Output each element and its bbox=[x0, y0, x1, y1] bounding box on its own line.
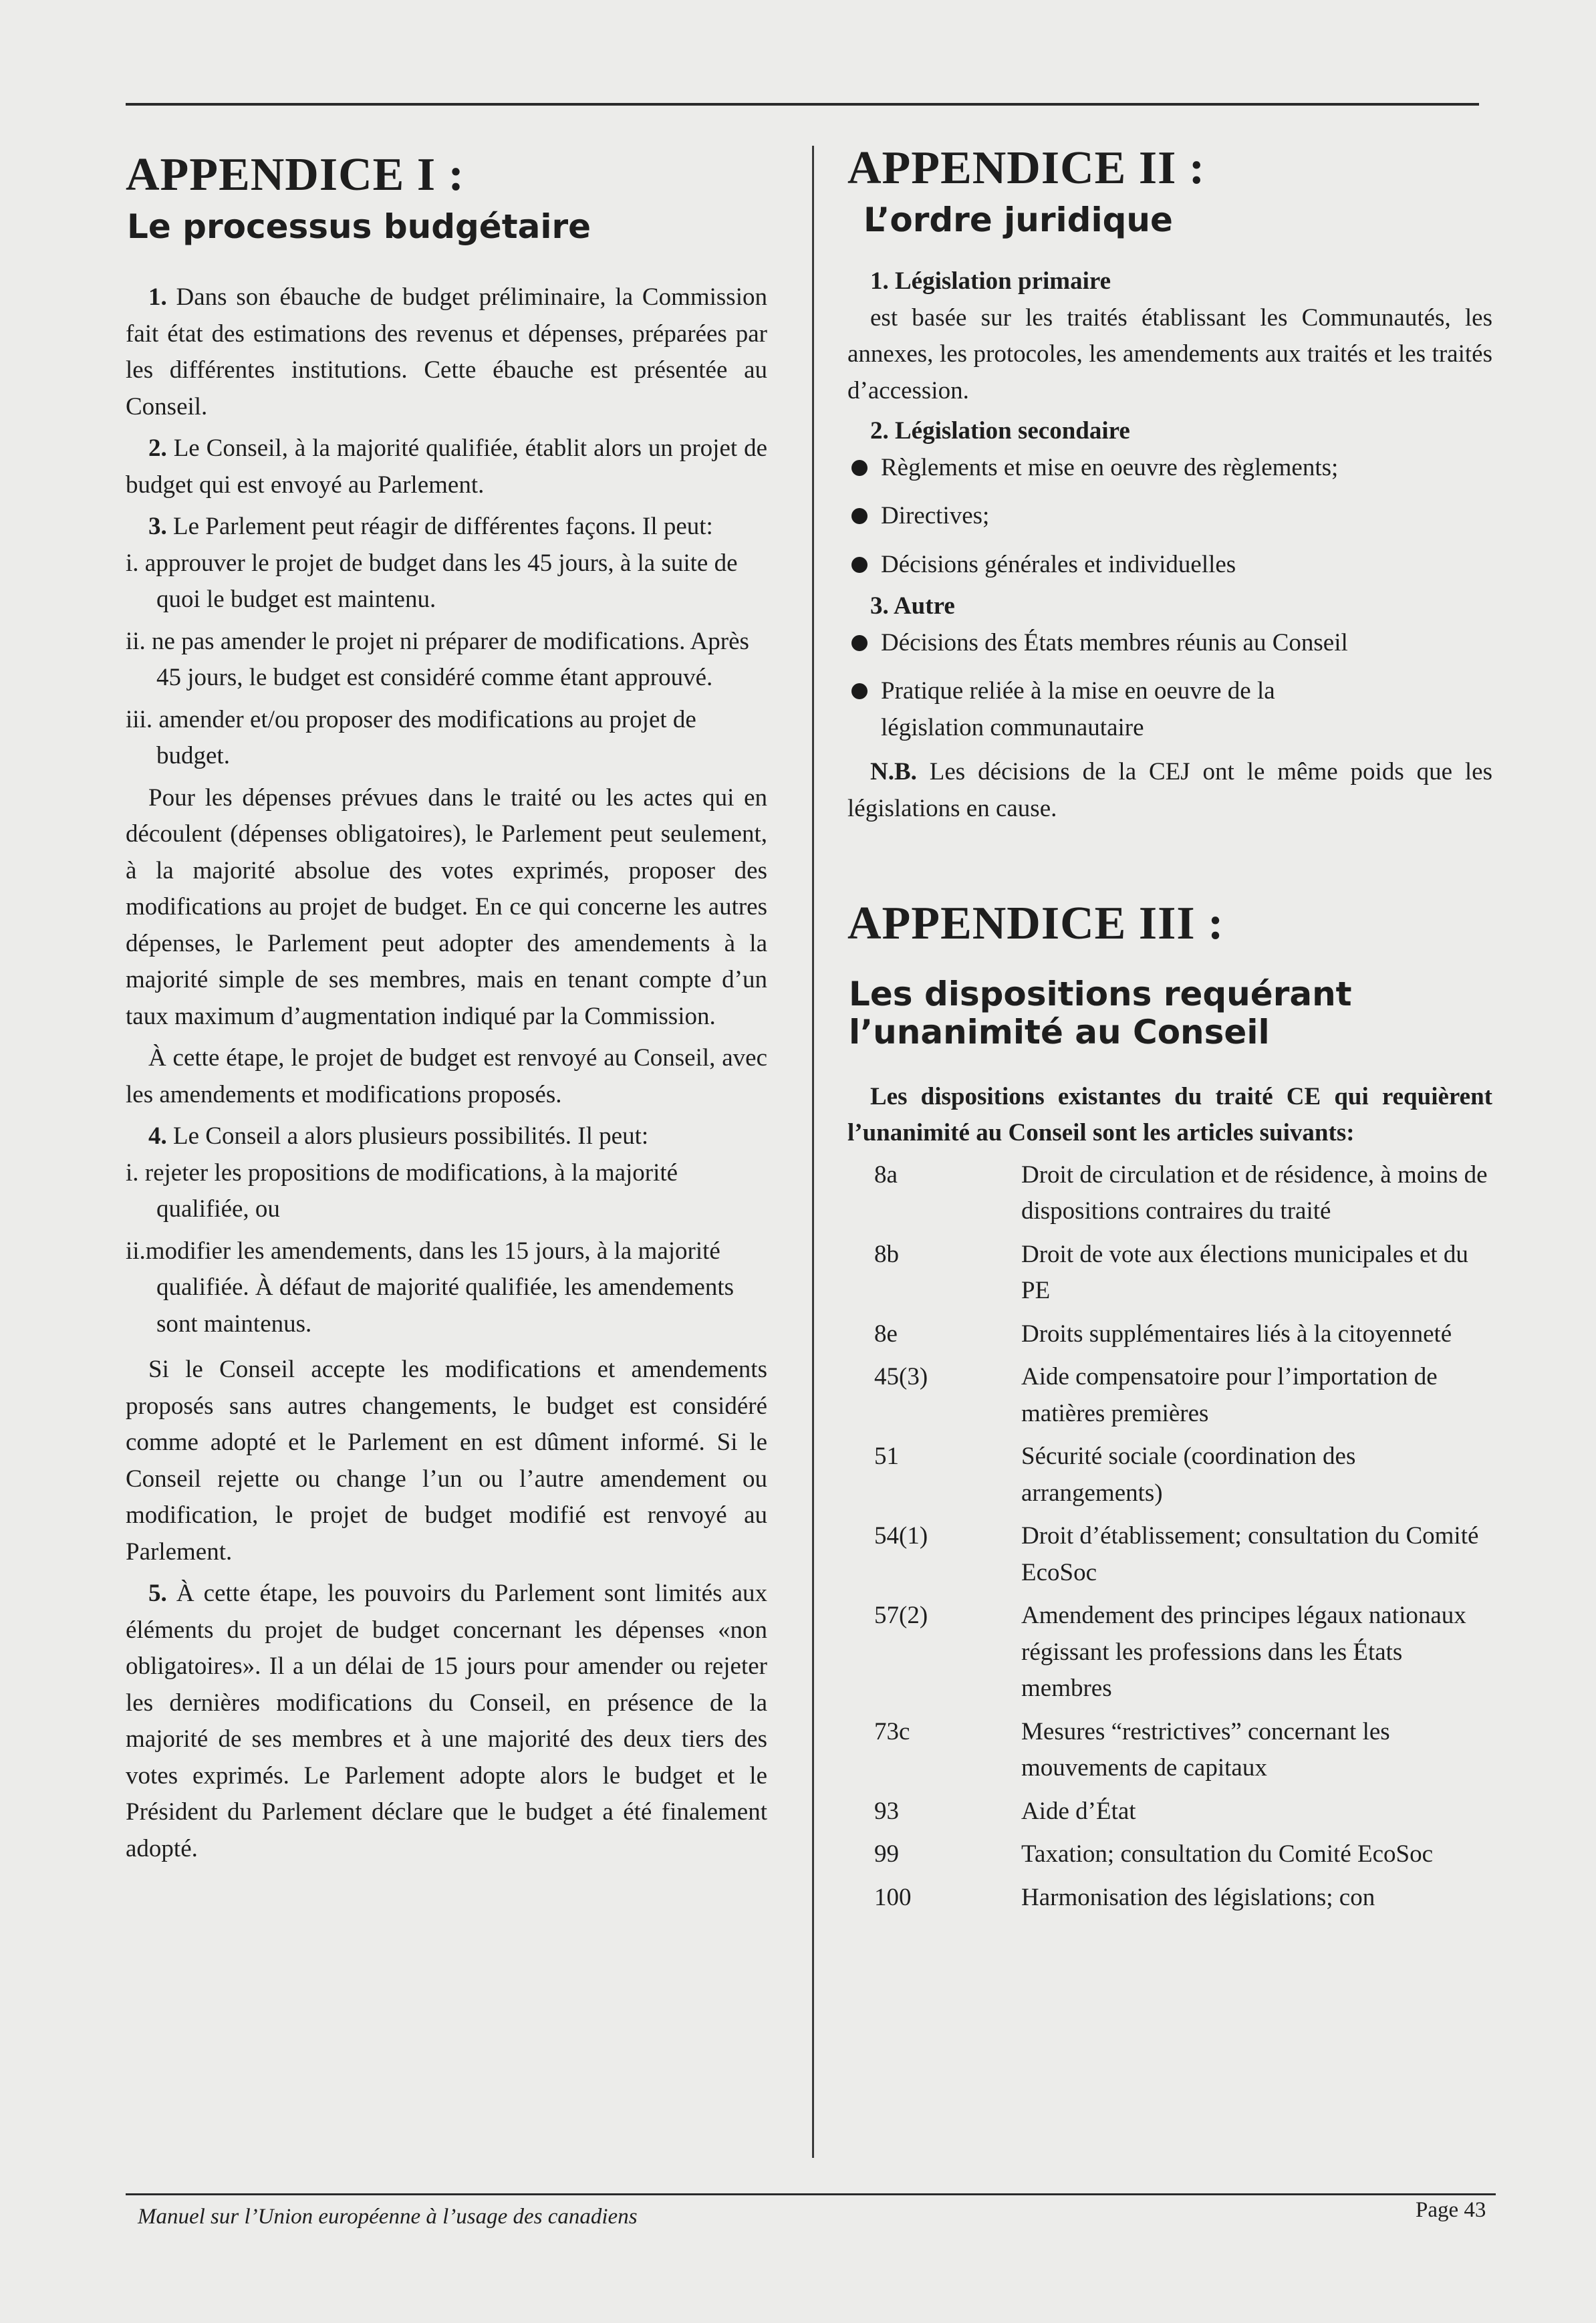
article-number: 57(2) bbox=[874, 1602, 928, 1629]
article-number: 93 bbox=[874, 1797, 899, 1825]
article-row bbox=[847, 1836, 1492, 1873]
article-number: 73c bbox=[874, 1717, 910, 1745]
paragraph-4-text: Le Conseil a alors plusieurs possibilités. Il peut: bbox=[173, 1122, 649, 1150]
article-text: Aide d’État bbox=[1021, 1797, 1136, 1825]
paragraph-1-text: Dans son ébauche de budget préliminaire, la Commission fait état des estimations des revenus et dépenses, préparées par les différentes institutions. Cette ébauche est présentée au Conseil. bbox=[126, 283, 767, 420]
paragraph-2-text: Le Conseil, à la majorité qualifiée, établit alors un projet de budget qui est envoyé au Parlement. bbox=[126, 435, 767, 499]
article-text: Aide compensatoire pour l’importation de matières premières bbox=[1021, 1363, 1438, 1427]
section-1-title: 1. Législation primaire bbox=[870, 267, 1111, 295]
section-3-title: 3. Autre bbox=[870, 592, 955, 620]
article-text: Droit d’établissement; consultation du Comité EcoSoc bbox=[1021, 1522, 1479, 1586]
list-item: ii. ne pas amender le projet ni préparer de modifications. Après 45 jours, le budget est considéré comme étant approuvé. bbox=[126, 627, 749, 691]
article-row bbox=[847, 1880, 1492, 1917]
bullet-icon bbox=[851, 635, 868, 651]
section-2-title: 2. Législation secondaire bbox=[870, 417, 1130, 445]
bottom-rule bbox=[126, 2193, 1496, 2195]
article-text: Sécurité sociale (coordination des arrangements) bbox=[1021, 1443, 1356, 1507]
appendix-1-title: APPENDICE I : bbox=[126, 149, 464, 201]
left-column bbox=[126, 148, 767, 1867]
list-item: i. rejeter les propositions de modifications, à la majorité qualifiée, ou bbox=[126, 1158, 678, 1223]
bullet-icon bbox=[851, 557, 868, 573]
bullet-text: Pratique reliée à la mise en oeuvre de la législation communautaire bbox=[881, 677, 1275, 741]
article-row bbox=[847, 1598, 1492, 1707]
paragraph-4 bbox=[126, 1118, 767, 1155]
article-row bbox=[847, 1518, 1492, 1591]
bullet-item bbox=[847, 450, 1492, 487]
nb-text: Les décisions de la CEJ ont le même poids que les législations en cause. bbox=[847, 758, 1492, 822]
article-text: Droit de vote aux élections municipales et du PE bbox=[1021, 1240, 1468, 1304]
article-row bbox=[847, 1359, 1492, 1432]
top-rule bbox=[126, 103, 1479, 106]
section-1-text: est basée sur les traités établissant les Communautés, les annexes, les protocoles, les amendements aux traités et les traités d’accession. bbox=[847, 303, 1492, 404]
article-number: 8b bbox=[874, 1240, 899, 1268]
footer-book-title: Manuel sur l’Union européenne à l’usage des canadiens bbox=[138, 2205, 638, 2229]
paragraph-3-number: 3. bbox=[148, 513, 167, 540]
appendix-1-subtitle: Le processus budgétaire bbox=[127, 207, 591, 246]
article-number: 51 bbox=[874, 1443, 899, 1470]
article-row bbox=[847, 1439, 1492, 1511]
article-row bbox=[847, 1316, 1492, 1353]
bullet-item bbox=[847, 498, 1492, 535]
bullet-text: Décisions générales et individuelles bbox=[881, 550, 1236, 578]
article-row bbox=[847, 1157, 1492, 1230]
bullet-item bbox=[847, 547, 1492, 584]
paragraph-3c: À cette étape, le projet de budget est renvoyé au Conseil, avec les amendements et modifications proposés. bbox=[126, 1044, 767, 1108]
article-row bbox=[847, 1237, 1492, 1310]
article-number: 100 bbox=[874, 1883, 912, 1911]
bullet-text: Décisions des États membres réunis au Conseil bbox=[881, 628, 1348, 656]
article-text: Droit de circulation et de résidence, à moins de dispositions contraires du traité bbox=[1021, 1160, 1488, 1225]
appendix-2-title: APPENDICE II : bbox=[847, 142, 1206, 194]
appendix-3-subtitle: Les dispositions requérant l’unanimité au Conseil bbox=[849, 974, 1352, 1052]
paragraph-5-text: À cette étape, les pouvoirs du Parlement sont limités aux éléments du projet de budget concernant les dépenses «non obligatoires». Il a un délai de 15 jours pour amender ou rejeter les dernières modifications du Conseil, en présence de la majorité de ses membres et à une majorité des deux tiers des votes exprimés. Le Parlement adopte alors le budget et le Président du Parlement déclare que le budget a été finalement adopté. bbox=[126, 1580, 768, 1862]
article-number: 45(3) bbox=[874, 1363, 928, 1390]
column-divider bbox=[812, 146, 814, 2158]
bullet-item bbox=[847, 625, 1492, 662]
paragraph-4-number: 4. bbox=[148, 1122, 167, 1150]
list-item: i. approuver le projet de budget dans les 45 jours, à la suite de quoi le budget est maintenu. bbox=[126, 549, 738, 613]
article-text: Harmonisation des législations; con bbox=[1021, 1883, 1375, 1911]
article-text: Taxation; consultation du Comité EcoSoc bbox=[1021, 1840, 1434, 1868]
article-text: Droits supplémentaires liés à la citoyenneté bbox=[1021, 1320, 1452, 1348]
paragraph-2 bbox=[126, 431, 767, 503]
paragraph-3-text: Le Parlement peut réagir de différentes façons. Il peut: bbox=[173, 513, 713, 540]
article-row bbox=[847, 1794, 1492, 1830]
article-number: 54(1) bbox=[874, 1522, 928, 1550]
paragraph-1 bbox=[126, 279, 767, 425]
paragraph-3b: Pour les dépenses prévues dans le traité ou les actes qui en découlent (dépenses obligatoires), le Parlement peut seulement, à la majorité absolue des votes exprimés, proposer des modifications au projet de budget. En ce qui concerne les autres dépenses, le Parlement peut adopter des amendements à la majorité simple de ses membres, mais en tenant compte d’un taux maximum d’augmentation indiqué par la Commission. bbox=[126, 783, 767, 1030]
articles-list bbox=[847, 1157, 1492, 1917]
articles-intro: Les dispositions existantes du traité CE qui requièrent l’unanimité au Conseil sont les articles suivants: bbox=[847, 1082, 1492, 1146]
list-item: ii.modifier les amendements, dans les 15 jours, à la majorité qualifiée. À défaut de majorité qualifiée, les amendements sont maintenus. bbox=[126, 1237, 735, 1338]
appendix-2-subtitle: L’ordre juridique bbox=[863, 200, 1173, 239]
nb-note bbox=[847, 754, 1492, 827]
paragraph-2-number: 2. bbox=[148, 435, 167, 462]
bullet-icon bbox=[851, 508, 868, 524]
appendix-3-title: APPENDICE III : bbox=[847, 898, 1224, 949]
paragraph-1-number: 1. bbox=[148, 283, 167, 311]
bullet-icon bbox=[851, 683, 868, 699]
article-row bbox=[847, 1714, 1492, 1787]
paragraph-3 bbox=[126, 509, 767, 545]
article-text: Mesures “restrictives” concernant les mouvements de capitaux bbox=[1021, 1717, 1390, 1782]
article-number: 8a bbox=[874, 1160, 898, 1189]
footer-page-number: Page 43 bbox=[1416, 2198, 1486, 2222]
paragraph-4b: Si le Conseil accepte les modifications et amendements proposés sans autres changements, le budget est considéré comme adopté et le Parlement en est dûment informé. Si le Conseil rejette ou change l’un ou l’autre amendement ou modification, le projet de budget modifié est renvoyé au Parlement. bbox=[126, 1356, 767, 1566]
right-column bbox=[847, 142, 1492, 1916]
paragraph-5-number: 5. bbox=[148, 1580, 167, 1607]
nb-label: N.B. bbox=[870, 758, 917, 785]
bullet-text: Directives; bbox=[881, 502, 990, 529]
paragraph-5 bbox=[126, 1576, 767, 1867]
bullet-icon bbox=[851, 460, 868, 476]
bullet-item bbox=[847, 673, 1492, 746]
list-item: iii. amender et/ou proposer des modifications au projet de budget. bbox=[126, 705, 696, 769]
article-number: 8e bbox=[874, 1320, 898, 1348]
article-number: 99 bbox=[874, 1840, 899, 1868]
article-text: Amendement des principes légaux nationaux régissant les professions dans les États membres bbox=[1021, 1602, 1466, 1702]
bullet-text: Règlements et mise en oeuvre des règlements; bbox=[881, 453, 1339, 481]
